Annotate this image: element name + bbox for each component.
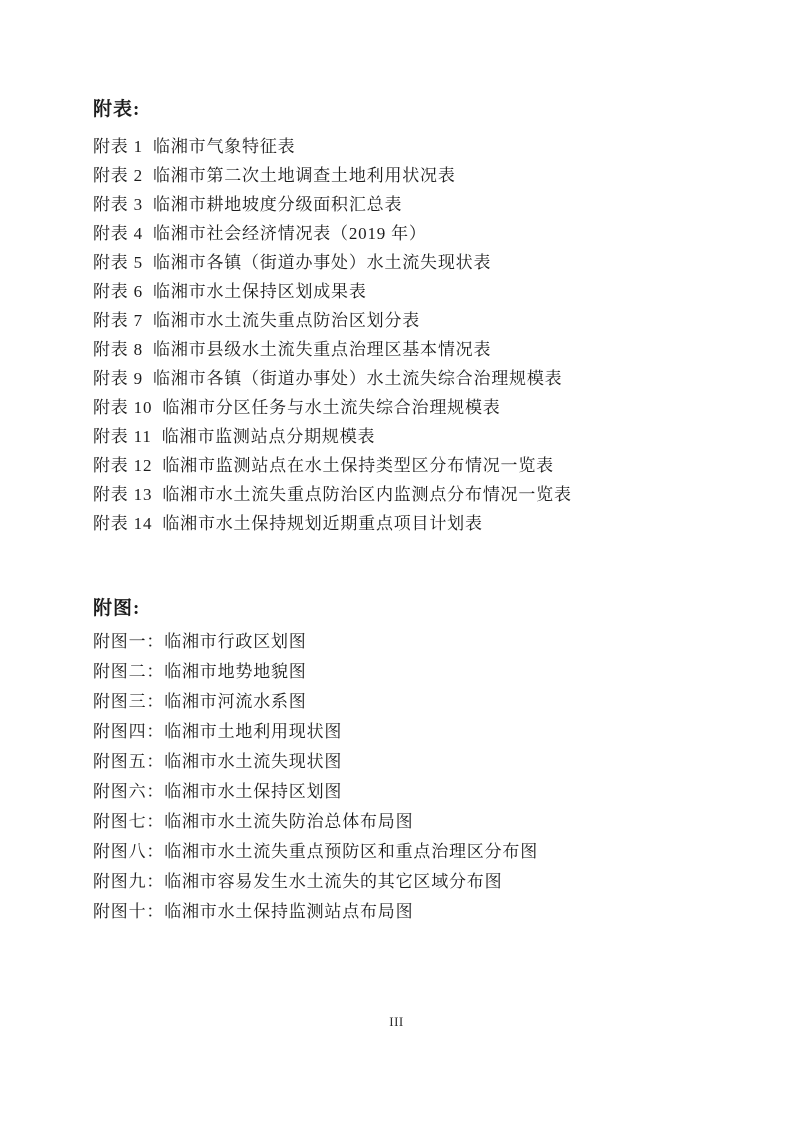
table-entry: 附表 9 临湘市各镇（街道办事处）水土流失综合治理规模表	[93, 369, 563, 388]
figure-entry: 附图一：临湘市行政区划图	[93, 632, 307, 651]
figures-section-heading: 附图:	[93, 598, 141, 619]
tables-section-heading: 附表:	[93, 99, 141, 120]
figure-entry: 附图八：临湘市水土流失重点预防区和重点治理区分布图	[93, 842, 538, 861]
page-number: III	[389, 1014, 404, 1029]
table-entry: 附表 7 临湘市水土流失重点防治区划分表	[93, 311, 421, 330]
table-entry: 附表 13 临湘市水土流失重点防治区内监测点分布情况一览表	[93, 485, 572, 504]
table-entry: 附表 6 临湘市水土保持区划成果表	[93, 282, 367, 301]
page-content	[93, 99, 743, 927]
table-entry: 附表 5 临湘市各镇（街道办事处）水土流失现状表	[93, 253, 492, 272]
table-entry: 附表 14 临湘市水土保持规划近期重点项目计划表	[93, 514, 483, 533]
figure-entry: 附图七：临湘市水土流失防治总体布局图	[93, 812, 414, 831]
table-entry: 附表 8 临湘市县级水土流失重点治理区基本情况表	[93, 340, 492, 359]
figure-entry: 附图六：临湘市水土保持区划图	[93, 782, 343, 801]
tables-list	[93, 132, 743, 538]
table-entry: 附表 3 临湘市耕地坡度分级面积汇总表	[93, 195, 403, 214]
figure-entry: 附图九：临湘市容易发生水土流失的其它区域分布图	[93, 872, 503, 891]
table-entry: 附表 10 临湘市分区任务与水土流失综合治理规模表	[93, 398, 501, 417]
tables-section	[93, 99, 743, 538]
figures-section	[93, 598, 743, 927]
figures-list	[93, 627, 743, 927]
table-entry: 附表 4 临湘市社会经济情况表（2019 年）	[93, 224, 427, 243]
figure-entry: 附图四：临湘市土地利用现状图	[93, 722, 343, 741]
table-entry: 附表 12 临湘市监测站点在水土保持类型区分布情况一览表	[93, 456, 554, 475]
figure-entry: 附图二：临湘市地势地貌图	[93, 662, 307, 681]
table-entry: 附表 11 临湘市监测站点分期规模表	[93, 427, 376, 446]
table-entry: 附表 1 临湘市气象特征表	[93, 137, 296, 156]
figure-entry: 附图十：临湘市水土保持监测站点布局图	[93, 902, 414, 921]
table-entry: 附表 2 临湘市第二次土地调查土地利用状况表	[93, 166, 456, 185]
figure-entry: 附图三：临湘市河流水系图	[93, 692, 307, 711]
figure-entry: 附图五：临湘市水土流失现状图	[93, 752, 343, 771]
